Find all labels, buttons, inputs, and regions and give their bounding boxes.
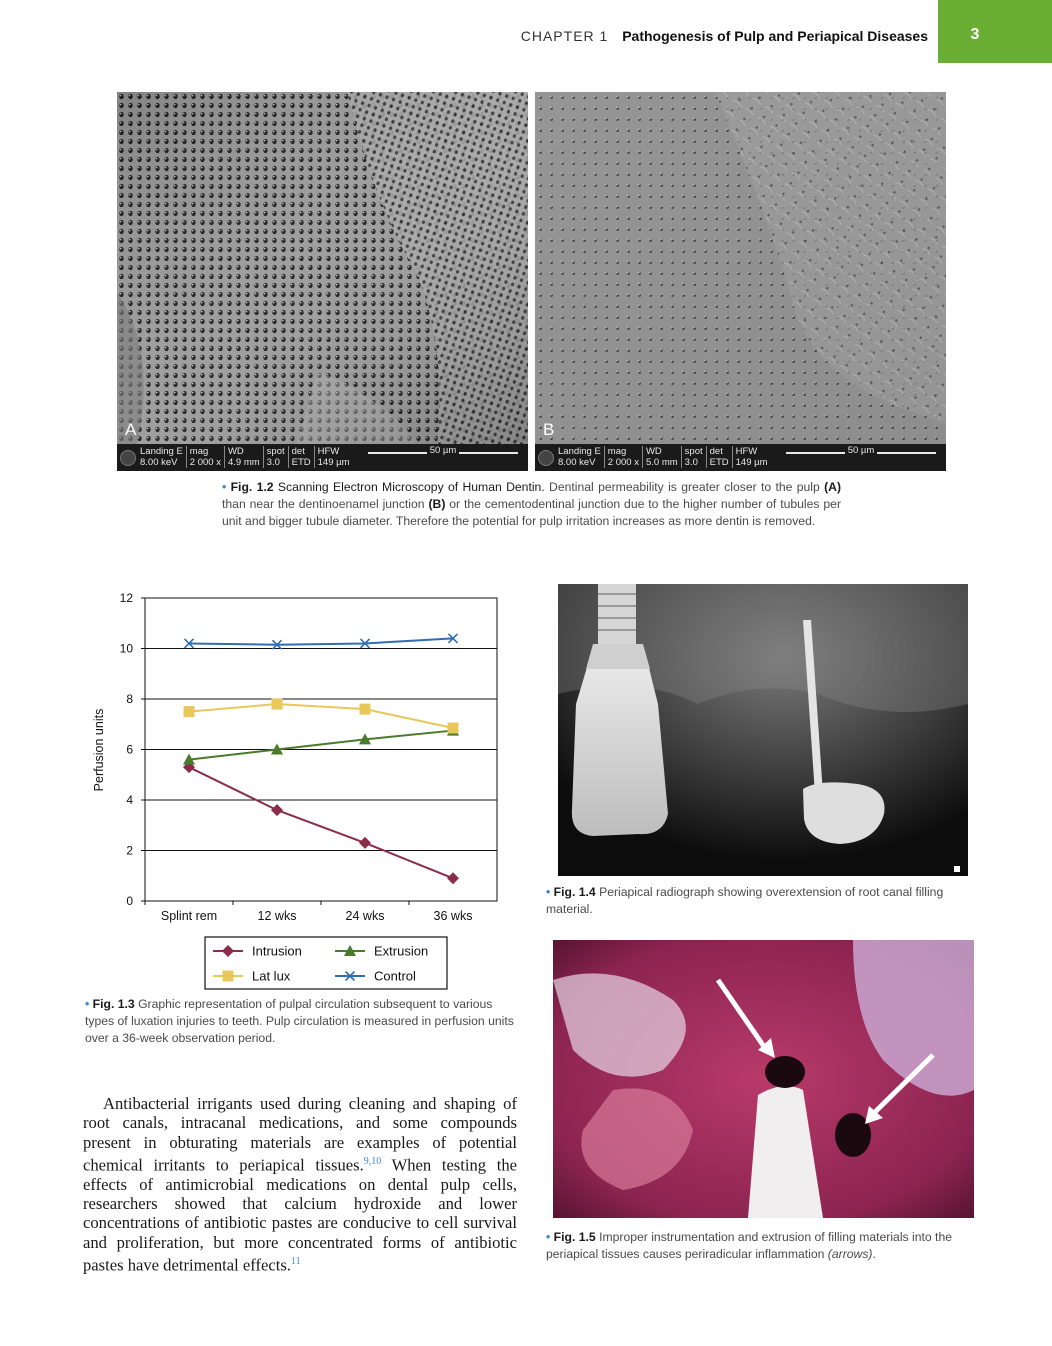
- series-lat-lux: [184, 699, 459, 734]
- y-tick-label: 2: [126, 843, 133, 858]
- param-value: 8.00 keV: [558, 457, 596, 468]
- perfusion-line-chart: [85, 585, 525, 993]
- param-value: 149 µm: [732, 457, 770, 468]
- param-value: 3.0: [263, 457, 288, 468]
- figure-1-5-caption: [546, 1229, 982, 1263]
- microscope-logo-icon: [120, 450, 136, 466]
- figure-1-2-caption: [222, 479, 841, 530]
- param-header: HFW: [732, 446, 770, 457]
- legend-item-lat-lux: [213, 969, 291, 984]
- caption-text: Periapical radiograph showing overextension of root canal filling material.: [546, 885, 944, 916]
- panel-label-a: A: [125, 420, 137, 439]
- figure-number: Fig. 1.4: [553, 885, 596, 899]
- chart-x-ticks: [161, 909, 473, 923]
- sem-image-b: [535, 92, 946, 471]
- data-point-intrusion: [447, 872, 459, 884]
- series-extrusion: [183, 725, 459, 765]
- param-header: spot: [263, 446, 288, 457]
- body-text: Antibacterial irrigants used during cleaning and shaping of root canals, intracanal medications, and some compounds present in obturating materials are examples of potential chemical irritants to periapical tissues.: [83, 1094, 517, 1175]
- sem-databar-a: [117, 444, 528, 471]
- scale-bar-label: 50 µm: [427, 445, 460, 456]
- caption-ref-b: (B): [428, 497, 446, 511]
- legend-label: Intrusion: [252, 943, 302, 959]
- param-value: 2 000 x: [604, 457, 642, 468]
- data-point-intrusion: [271, 804, 283, 816]
- periapical-radiograph: [558, 584, 968, 876]
- data-point-lat-lux: [184, 706, 195, 717]
- page-number-tab: [938, 0, 1052, 63]
- param-header: det: [288, 446, 314, 457]
- legend-label: Lat lux: [252, 968, 291, 984]
- y-tick-label: 10: [119, 641, 133, 656]
- param-header: spot: [681, 446, 706, 457]
- y-tick-label: 4: [126, 793, 133, 807]
- y-tick-label: 12: [119, 591, 133, 605]
- scale-bar-a: [368, 445, 518, 456]
- caption-bullet: •: [546, 1230, 551, 1244]
- sem-params-a: [137, 446, 353, 468]
- param-header: HFW: [314, 446, 352, 457]
- param-value: ETD: [706, 457, 732, 468]
- panel-label-b: B: [543, 420, 555, 439]
- caption-text: Dentinal permeability is greater closer to the pulp: [549, 480, 825, 494]
- series-control: [185, 634, 458, 649]
- series-line-extrusion: [189, 731, 453, 760]
- param-value: 2 000 x: [186, 457, 224, 468]
- legend-marker: [223, 971, 234, 982]
- figure-title: Scanning Electron Microscopy of Human Dentin.: [277, 480, 545, 494]
- citation-ref[interactable]: 11: [290, 1255, 301, 1267]
- figure-number: Fig. 1.3: [92, 997, 135, 1011]
- data-point-lat-lux: [448, 723, 459, 734]
- param-header: mag: [186, 446, 224, 457]
- scale-bar-label: 50 µm: [845, 445, 878, 456]
- series-line-lat-lux: [189, 704, 453, 728]
- caption-italic: (arrows): [827, 1247, 873, 1261]
- param-value: 3.0: [681, 457, 706, 468]
- sem-image-a: [117, 92, 528, 471]
- chapter-line: [521, 28, 928, 44]
- param-value: 149 µm: [314, 457, 352, 468]
- series-intrusion: [183, 761, 459, 884]
- param-header: WD: [642, 446, 681, 457]
- data-point-intrusion: [359, 837, 371, 849]
- sem-params-b: [555, 446, 771, 468]
- citation-ref[interactable]: 9,10: [363, 1155, 382, 1167]
- body-text: When testing the effects of antimicrobial medications on dental pulp cells, researchers showed that calcium hydroxide and lower concentrations of antibiotic pastes are conducive to cell survival and proliferation, but more concentrated forms of antibiotic pastes have detrimental effects.: [83, 1155, 517, 1275]
- legend-label: Extrusion: [374, 943, 429, 959]
- param-value: 4.9 mm: [224, 457, 263, 468]
- sem-micrograph-b: [535, 92, 946, 444]
- series-line-control: [189, 638, 453, 644]
- param-value: 8.00 keV: [140, 457, 178, 468]
- body-paragraph: [83, 1094, 517, 1275]
- sem-micrograph-a: [117, 92, 528, 444]
- chart-y-ticks: [120, 591, 134, 908]
- caption-end: .: [872, 1247, 876, 1261]
- figure-number: Fig. 1.5: [553, 1230, 596, 1244]
- caption-bullet: •: [222, 480, 227, 494]
- chapter-title: Pathogenesis of Pulp and Periapical Diseases: [622, 28, 928, 44]
- param-header: Landing E: [558, 446, 601, 457]
- x-tick-label: 36 wks: [433, 909, 473, 923]
- chart-series: [183, 634, 459, 884]
- caption-ref-a: (A): [824, 480, 842, 494]
- caption-bullet: •: [546, 885, 551, 899]
- x-tick-label: 24 wks: [345, 909, 385, 923]
- page-number: 3: [970, 26, 980, 43]
- running-head: [0, 0, 1052, 64]
- figure-number: Fig. 1.2: [230, 480, 274, 494]
- caption-bullet: •: [85, 997, 90, 1011]
- series-line-intrusion: [189, 767, 453, 878]
- param-value: ETD: [288, 457, 314, 468]
- legend-label: Control: [374, 968, 416, 984]
- figure-1-4-caption: [546, 884, 982, 918]
- y-tick-label: 8: [126, 692, 133, 706]
- microscope-logo-icon: [538, 450, 554, 466]
- caption-text: Improper instrumentation and extrusion of filling materials into the periapical tissues causes periradicular inflammation: [546, 1230, 953, 1261]
- y-tick-label: 6: [126, 742, 133, 757]
- param-header: det: [706, 446, 732, 457]
- param-header: Landing E: [140, 446, 183, 457]
- y-tick-label: 0: [126, 894, 133, 908]
- x-tick-label: Splint rem: [160, 909, 218, 923]
- param-header: mag: [604, 446, 642, 457]
- x-tick-label: 12 wks: [257, 909, 297, 923]
- sem-databar-b: [535, 444, 946, 471]
- caption-text: Graphic representation of pulpal circulation subsequent to various types of luxation injuries to teeth. Pulp circulation is measured in perfusion units over a 36-week observation period.: [85, 997, 514, 1045]
- caption-text: or the cementodentinal junction due to the higher number of tubules per unit and bigger tubule diameter. Therefore the potential for pulp irritation increases as more dentin is removed.: [222, 497, 842, 528]
- chart-y-axis-label: Perfusion units: [92, 708, 106, 792]
- figure-1-3-caption: [85, 996, 517, 1047]
- histology-micrograph: [553, 940, 974, 1218]
- param-value: 5.0 mm: [642, 457, 681, 468]
- chart-legend: [205, 937, 447, 989]
- param-header: WD: [224, 446, 263, 457]
- scale-bar-b: [786, 445, 936, 456]
- chapter-label: CHAPTER 1: [520, 28, 609, 44]
- data-point-lat-lux: [360, 704, 371, 715]
- data-point-lat-lux: [272, 699, 283, 710]
- caption-text: than near the dentinoenamel junction: [222, 497, 429, 511]
